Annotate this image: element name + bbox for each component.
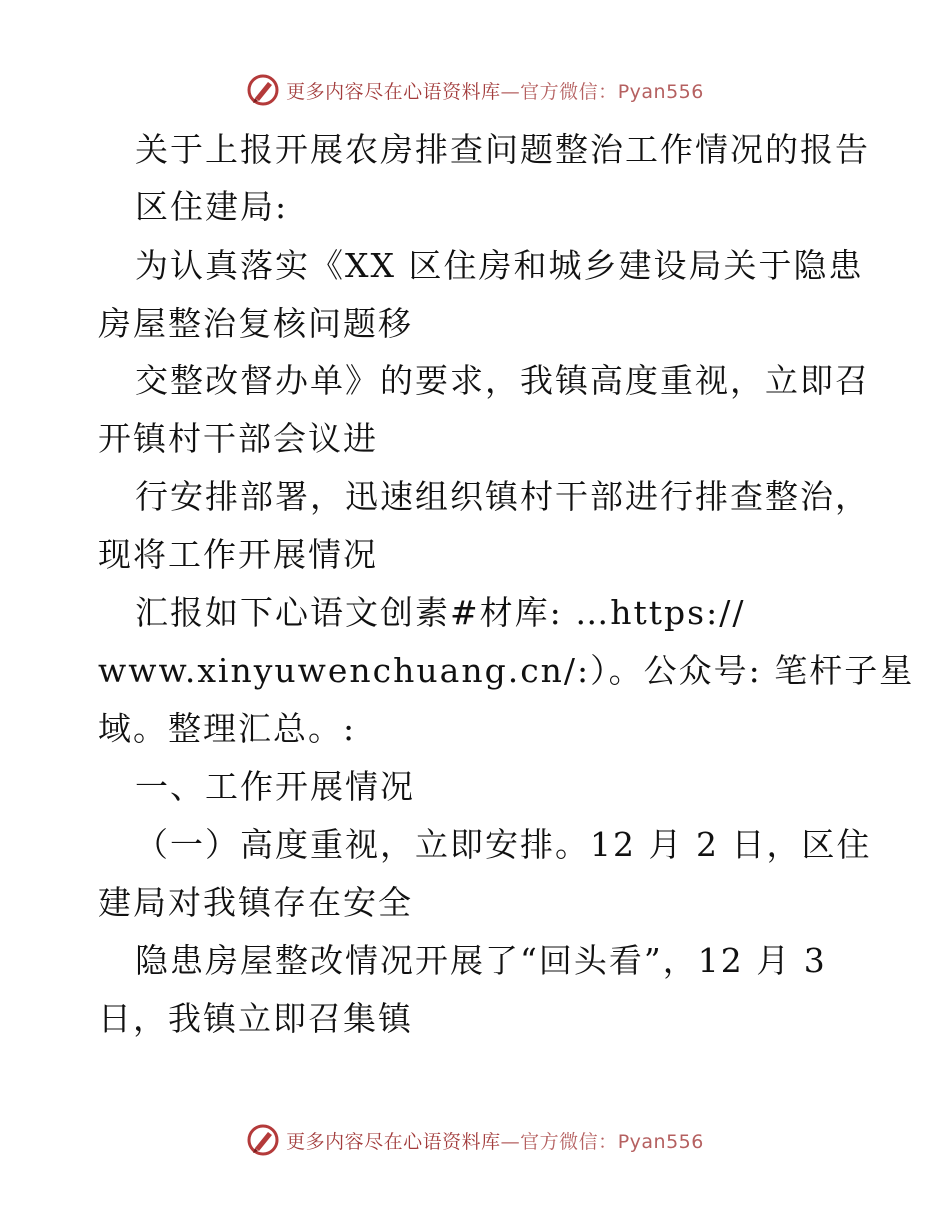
- document-title: 关于上报开展农房排查问题整治工作情况的报告: [135, 130, 870, 169]
- body-line: 行安排部署，迅速组织镇村干部进行排查整治，: [135, 477, 870, 516]
- body-line: 开镇村干部会议进: [98, 419, 378, 458]
- watermark-group: [246, 73, 704, 107]
- header-watermark-banner: [0, 70, 950, 110]
- body-line: www.xinyuwenchuang.cn/:）。公众号: 笔杆子星: [98, 651, 915, 690]
- body-line: 为认真落实《XX 区住房和城乡建设局关于隐患: [135, 246, 864, 285]
- body-line: 日，我镇立即召集镇: [98, 999, 413, 1038]
- body-line: 汇报如下心语文创素#材库: …https://: [135, 593, 746, 632]
- body-line: 现将工作开展情况: [98, 535, 378, 574]
- watermark-dash: —: [500, 80, 521, 103]
- watermark-group: [246, 1123, 704, 1157]
- pen-logo-icon: [246, 1123, 280, 1157]
- body-line: 域。整理汇总。:: [98, 709, 357, 748]
- watermark-prefix: 更多内容尽在心语资料库: [286, 80, 501, 103]
- body-line: （一）高度重视，立即安排。12 月 2 日，区住: [135, 825, 872, 864]
- watermark-wechat-id: Pyan556: [617, 1130, 704, 1153]
- body-line: 房屋整治复核问题移: [98, 304, 413, 343]
- watermark-wechat-label: 官方微信：: [520, 1130, 618, 1153]
- pen-logo-icon: [246, 73, 280, 107]
- body-line: 交整改督办单》的要求，我镇高度重视，立即召: [135, 361, 870, 400]
- footer-watermark-banner: [0, 1120, 950, 1160]
- body-line: 隐患房屋整改情况开展了“回头看”，12 月 3: [135, 941, 827, 980]
- section-heading: 一、工作开展情况: [135, 767, 415, 806]
- addressee-line: 区住建局:: [135, 187, 289, 226]
- body-line: 建局对我镇存在安全: [98, 883, 413, 922]
- watermark-wechat-id: Pyan556: [617, 80, 704, 103]
- watermark-text: [286, 77, 704, 104]
- watermark-prefix: 更多内容尽在心语资料库: [286, 1130, 501, 1153]
- watermark-dash: —: [500, 1130, 521, 1153]
- watermark-wechat-label: 官方微信：: [520, 80, 618, 103]
- watermark-text: [286, 1127, 704, 1154]
